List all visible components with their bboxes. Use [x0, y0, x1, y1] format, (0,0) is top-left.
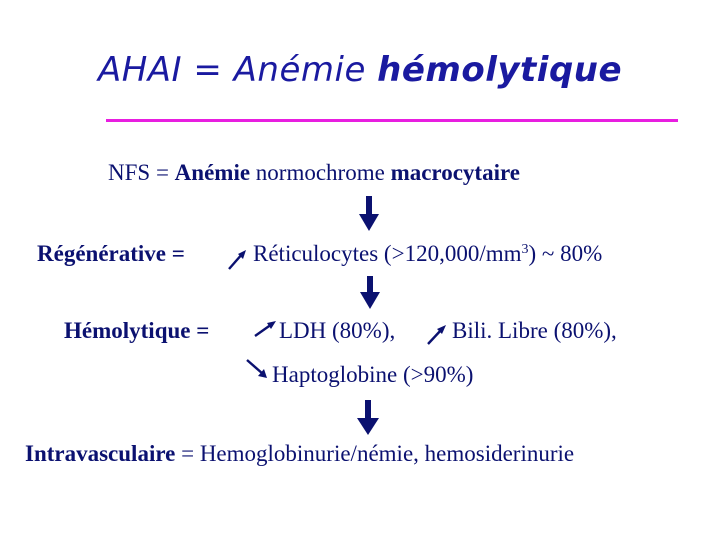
bili-text: Bili. Libre (80%), — [452, 318, 617, 343]
page-title — [0, 50, 720, 90]
regenerative-label: Régénérative = — [37, 241, 185, 266]
reticulocytes-tail: ) ~ 80% — [528, 241, 603, 266]
hemolytique-label: Hémolytique = — [64, 318, 210, 343]
haptoglobine-text: Haptoglobine (>90%) — [272, 362, 474, 387]
reticulocytes-text — [253, 241, 602, 267]
title-part-2: hémolytique — [377, 50, 623, 90]
intravasculaire-text: = Hemoglobinurie/némie, hemosiderinurie — [175, 441, 575, 466]
ldh-text: LDH (80%), — [279, 318, 396, 343]
regenerative-line — [37, 241, 185, 267]
up-arrow-icon — [426, 324, 448, 346]
up-arrow-icon — [227, 249, 249, 271]
down-arrow-icon — [360, 276, 380, 310]
reticulocytes-sup: 3 — [521, 242, 529, 257]
nfs-anemie: Anémie — [174, 160, 251, 185]
down-arrow-icon — [357, 400, 379, 436]
title-part-1: AHAI = Anémie — [97, 50, 378, 90]
down-arrow-icon — [359, 196, 379, 232]
intravasculaire-line — [25, 441, 574, 467]
hemolytique-label-line — [64, 318, 209, 344]
nfs-line — [108, 160, 520, 186]
reticulocytes-value: Réticulocytes (>120,000/mm — [253, 241, 522, 266]
title-divider — [106, 119, 678, 122]
nfs-prefix: NFS = — [108, 160, 175, 185]
up-arrow-icon — [253, 320, 277, 338]
nfs-normochrome: normochrome — [250, 160, 391, 185]
intravasculaire-label: Intravasculaire — [25, 441, 176, 466]
nfs-macrocytaire: macrocytaire — [390, 160, 520, 185]
down-diagonal-arrow-icon — [245, 358, 269, 380]
